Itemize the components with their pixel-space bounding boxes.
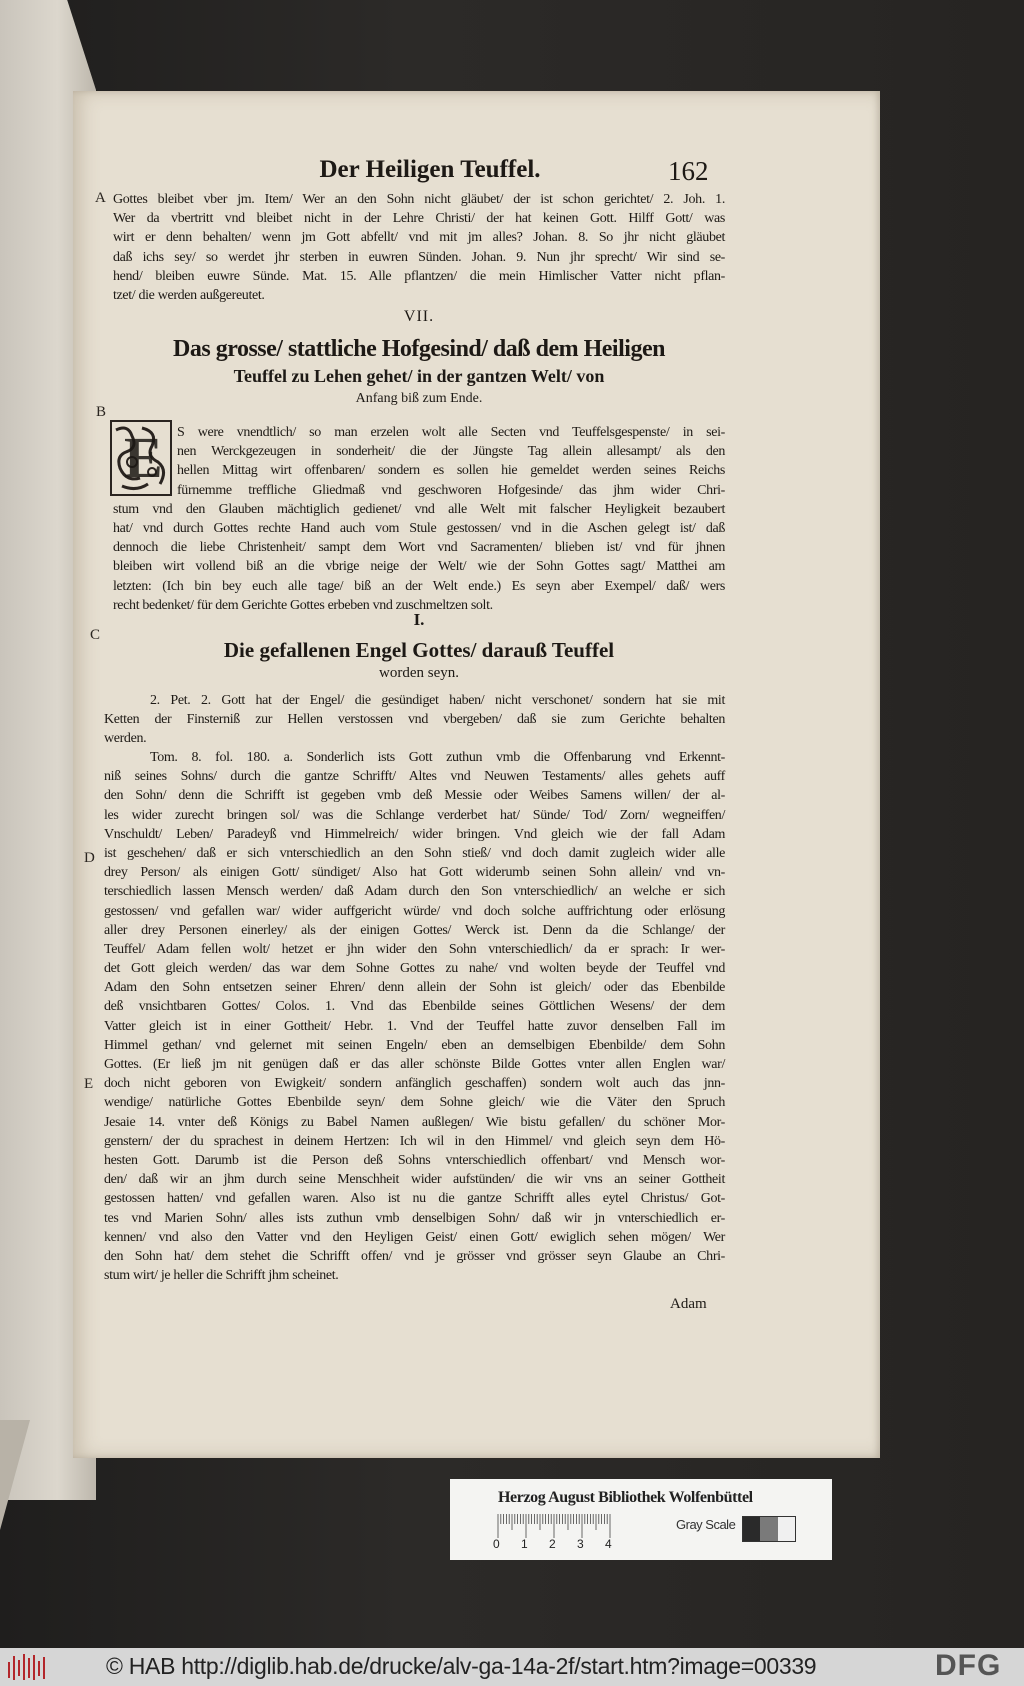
text-line: wirt er denn behalten/ wenn jm Gott abfellt/ vnd mit jm alles? Johan. 8. So jhr nicht gläubet <box>113 230 725 246</box>
running-title: Der Heiligen Teuffel. <box>319 156 541 183</box>
text-line: dennoch die liebe Christenheit/ sampt dem Wort vnd Sacramenten/ blieben ist/ vnd für jhnen <box>113 540 725 556</box>
text-line: genstern/ der du sprachest in deinem Hertzen: Ich wil in den Himmel/ vnd gleich seyn dem Hö- <box>104 1133 725 1149</box>
swatch-gray <box>760 1517 777 1541</box>
text-line: fürnemme treffliche Gliedmaß vnd geschworen Hofgesinde/ das jhm wider Chri- <box>177 482 725 498</box>
text-line: hat/ vnd durch Gottes rechte Hand auch vom Stule gestossen/ vnd in die Aschen gelegt ist/ daß <box>113 520 725 536</box>
section-intro-paragraph <box>113 423 725 615</box>
ruler-numbers <box>493 1537 625 1553</box>
text-line: gestossen/ vnd gefallen war/ wider auffgericht würde/ vnd doch solche auffrichtung oder erlösung <box>104 903 725 919</box>
gray-scale-label: Gray Scale <box>676 1517 736 1532</box>
library-color-card <box>450 1479 832 1560</box>
text-line: S were vnendtlich/ so man erzelen wolt alle Secten vnd Teuffelsgespenste/ in sei- <box>177 425 725 440</box>
commentary-paragraph <box>104 748 725 1285</box>
text-line: den Sohn/ denn die Schrifft ist gegeben vmb deß Messie oder Weibes Samens willen/ der al- <box>104 788 725 804</box>
text-line: niß seines Sohns/ durch die gantze Schrifft/ Altes vnd Neuwen Testaments/ alles gehets auff <box>104 769 725 785</box>
text-line: Tom. 8. fol. 180. a. Sonderlich ists Gott zuthun vmb die Offenbarung vnd Erkennt- <box>150 750 725 765</box>
ruler-number: 1 <box>521 1537 528 1551</box>
dfg-logo: DFG <box>935 1649 1002 1682</box>
text-line: stum wirt/ je heller die Schrifft jhm scheinet. <box>104 1268 339 1284</box>
text-line: kennen/ vnd also den Vatter vnd den Heyligen Geist/ einen Gott/ ewiglich sehen mögen/ Wer <box>104 1229 725 1245</box>
text-line: tes vnd Marien Sohn/ alles ists zuthun vmb denselbigen Sohn/ daß wir jn vnterschiedlich er- <box>104 1210 725 1226</box>
margin-letter-b: B <box>96 404 107 420</box>
swatch-black <box>743 1517 760 1541</box>
subsection-heading-line-1: Die gefallenen Engel Gottes/ darauß Teuffel <box>223 638 615 662</box>
text-line: nen Werckgezeugen in sonderheit/ die der Jüngste Tag allein allesampt/ als den <box>177 444 725 460</box>
text-line: den Sohn hat/ dem stehet die Schrifft offen/ vnd je grösser vnd grösser seyn Glaube an Chri- <box>104 1248 725 1264</box>
text-line: stum vnd den Glauben mächtiglich gedienet/ vnd alle Welt mit falscher Heyligkeit bezaubert <box>113 501 725 517</box>
text-line: hesten Gott. Darumb ist die Person deß Sohns vnterschiedlich offenbart/ vnd Mensch wor- <box>104 1152 725 1168</box>
text-line: daß ichs sey/ so werdet jhr sterben in euwren Sünden. Johan. 9. Nun jhr sprecht/ Wir sind se- <box>113 249 725 265</box>
text-line: les wider zurecht bringen sol/ was die Schlange verderbet hat/ Sünde/ Tod/ Zorn/ wegneiffen/ <box>104 807 725 823</box>
text-line: den/ daß wir an jhm durch seine Menschheit wider aufstünden/ die wir vns an seiner Gottheit <box>104 1172 725 1188</box>
text-line: det Gott gleich werden/ das war dem Sohne Gottes zu nahe/ vnd wolten beyde der Teuffel vnd <box>104 961 725 977</box>
page-number: 162 <box>668 156 709 186</box>
text-line: aller drey Personen einerley/ als der einigen Gottes/ Werck ist. Denn da die Schlange/ der <box>104 922 725 938</box>
margin-letter-e: E <box>84 1076 94 1092</box>
subsection-heading-line-2: worden seyn. <box>379 665 459 681</box>
catchword: Adam <box>670 1296 707 1312</box>
text-line: Gottes bleibet vber jm. Item/ Wer an den Sohn nicht gläubet/ der ist schon gerichtet/ 2. Joh. 1. <box>113 192 725 207</box>
margin-letter-c: C <box>90 627 101 643</box>
text-line: gestossen hatten/ vnd gefallen waren. Also ist nu die gantze Schrifft alles eytel Christus/ Got- <box>104 1191 725 1207</box>
text-line: Himmel gethan/ vnd gelernet mit seinen Engeln/ eben an demselbigen Ebenbilde/ dem Sohn <box>104 1037 725 1053</box>
institution-name: Herzog August Bibliothek Wolfenbüttel <box>498 1489 753 1506</box>
text-line: recht bedenket/ für dem Gerichte Gottes erbeben vnd zuschmeltzen solt. <box>113 597 493 613</box>
text-line: Vatter gleich ist in einer Gottheit/ Hebr. 1. Vnd der Teuffel hatte zuvor denselben Fall im <box>104 1018 725 1034</box>
text-line: 2. Pet. 2. Gott hat der Engel/ die gesündiget haben/ nicht verschonet/ sondern hat sie mit <box>150 693 725 708</box>
text-line: terschiedlich lassen Mensch werden/ daß Adam durch den Son vnterschiedlich/ an welche er sich <box>104 884 725 900</box>
ruler-number: 3 <box>577 1537 584 1551</box>
drop-cap-letter: E <box>124 425 163 490</box>
section-heading-line-1: Das grosse/ stattliche Hofgesind/ daß dem Heiligen <box>173 336 665 362</box>
scripture-paragraph <box>104 691 725 749</box>
text-line: drey Person/ als einigen Gott/ sündiget/ Also hat Gott widerumb seinen Sohn allein/ vnd vn- <box>104 865 725 881</box>
text-line: ist geschehen/ daß er sich vnterschiedlich an den Sohn stieß/ vnd doch damit zugleich wider alle <box>104 845 725 861</box>
section-heading-line-3: Anfang biß zum Ende. <box>355 391 483 406</box>
ruler-number: 2 <box>549 1537 556 1551</box>
subsection-numeral: I. <box>413 610 425 629</box>
text-line: Jesaie 14. vnter deß Königs zu Babel Namen außlegen/ Wie bistu gefallen/ du schöner Mor- <box>104 1114 725 1130</box>
text-line: hend/ bleiben euwre Sünde. Mat. 15. Alle pflantzen/ die mein Himlischer Vatter nicht pflan- <box>113 268 725 284</box>
text-line: deß vnsichtbaren Gottes/ Colos. 1. Vnd das Ebenbilde seines Göttlichen Wesens/ der dem <box>104 999 725 1015</box>
section-numeral: VII. <box>403 308 435 325</box>
text-line: doch nicht geboren von Ewigkeit/ sondern anfänglich geschaffen) sondern wolt auch das jnn- <box>104 1076 725 1092</box>
margin-letter-d: D <box>84 850 95 866</box>
footer-bar <box>0 1648 1024 1686</box>
margin-letter-a: A <box>95 190 106 206</box>
ruler-number: 4 <box>605 1537 612 1551</box>
text-line: letzten: (Ich bin bey euch alle tage/ biß an der Welt ende.) Es seyn aber Exempel/ daß/ wers <box>113 578 725 594</box>
text-line: Teuffel/ Adam fellen wolt/ hetzet er jhn wider den Sohn vnterschiedlich/ da er sprach: Ir wer- <box>104 941 725 957</box>
paragraph-continuation <box>113 190 725 305</box>
ruler-icon <box>496 1514 621 1538</box>
section-heading-line-2: Teuffel zu Lehen gehet/ in der gantzen Welt/ von <box>233 366 605 386</box>
text-line: hellen Mittag wirt offenbaren/ sondern es sollen hie gemeldet werden seines Reichs <box>177 463 725 479</box>
text-line: Wer da vbertritt vnd bleibet nicht in der Lehre Christi/ der hat keinen Gott. Hilff Gott/ was <box>113 211 725 227</box>
gray-scale-swatch <box>742 1516 796 1542</box>
text-line: Gottes. (Er ließ jm nit genügen daß er das aller schönste Bilde Gottes vnter allen Englen war/ <box>104 1057 725 1072</box>
hab-logo-icon <box>6 1652 46 1682</box>
text-line: Adam den Sohn entsetzen seiner Ehren/ denn allein der Sohn ist gleich/ oder das Ebenbilde <box>104 980 725 996</box>
copyright-url[interactable]: © HAB http://diglib.hab.de/drucke/alv-ga-14a-2f/start.htm?image=00339 <box>106 1653 817 1679</box>
text-line: Ketten der Finsterniß zur Hellen verstossen vnd vbergeben/ daß sie zum Gerichte behalten <box>104 712 725 728</box>
text-line: bleiben wirt vollend biß an die vbrige neige der Welt/ wie der Sohn Gottes sagt/ Matthei am <box>113 559 725 575</box>
ruler-number: 0 <box>493 1537 500 1551</box>
text-line: werden. <box>104 731 147 747</box>
text-line: tzet/ die werden außgereutet. <box>113 287 265 303</box>
swatch-white <box>778 1517 795 1541</box>
text-line: wendige/ natürliche Gottes Ebenbilde seyn/ dem Sohne gleich/ wie die Väter den Spruch <box>104 1095 725 1111</box>
text-line: Vnschuldt/ Leben/ Paradeyß vnd Himmelreich/ wider bringen. Vnd gleich wie der fall Adam <box>104 826 725 842</box>
